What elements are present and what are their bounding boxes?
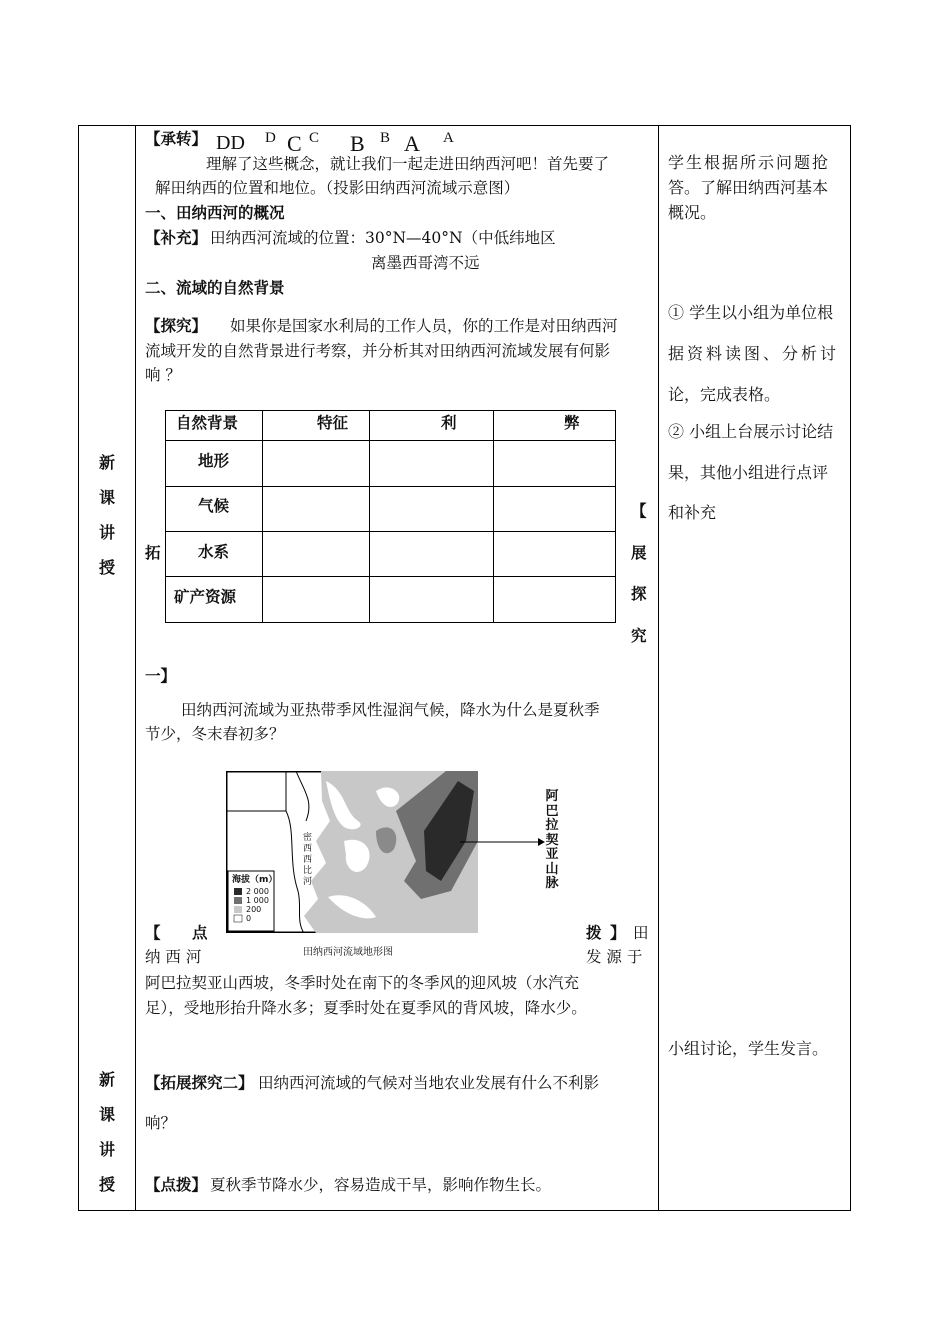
section1-heading: 一、田纳西河的概况: [145, 203, 285, 222]
left-section-label: 新 课 讲 授: [98, 453, 115, 577]
table-header: 特征: [317, 413, 349, 432]
drift-letter: A: [404, 131, 420, 156]
hint-word-tian: 田: [633, 924, 649, 942]
inner-table-rule: [493, 410, 494, 623]
hint-tag-mid: 点: [192, 923, 208, 942]
student-activity: 答。了解田纳西河基本: [668, 178, 829, 197]
split-heading-right: 究: [631, 626, 647, 645]
map-legend-level: 200: [246, 905, 262, 914]
hint-line-3: 阿巴拉契亚山西坡，冬季时处在南下的冬季风的迎风坡（水汽充: [145, 974, 580, 992]
student-activity: 学生根据所示问题抢: [668, 153, 831, 172]
inner-table-rule: [262, 410, 263, 623]
inner-table-rule: [165, 410, 166, 623]
drift-letter: D: [265, 130, 276, 146]
map-river-label: 密西西比河: [303, 833, 313, 887]
table-row-label: 地形: [198, 451, 230, 470]
explore2-tag: 【拓展探究二】: [145, 1073, 254, 1092]
inner-table-rule: [165, 622, 616, 623]
student-activity: ① 学生以小组为单位根: [668, 303, 834, 322]
student-activity: ② 小组上台展示讨论结: [668, 422, 834, 441]
table-bottom-border: [78, 1210, 851, 1211]
terrain-map-graphic: [226, 771, 478, 933]
supplement-line-2: 离墨西哥湾不远: [371, 254, 480, 272]
col-divider-2: [658, 125, 659, 1211]
col-divider-1: [135, 125, 136, 1211]
tennessee-terrain-map: [226, 771, 478, 933]
drift-letter: A: [443, 130, 454, 146]
table-row-label: 气候: [198, 496, 230, 515]
question1-line-1: 田纳西河流域为亚热带季风性湿润气候，降水为什么是夏秋季: [181, 701, 600, 719]
inner-table-rule: [165, 576, 616, 577]
table-header: 自然背景: [176, 413, 239, 432]
explore-tag: 【探究】: [145, 316, 208, 335]
explore-line-1: 如果你是国家水利局的工作人员，你的工作是对田纳西河: [230, 317, 618, 335]
map-caption: 田纳西河流域地形图: [303, 947, 393, 958]
student-activity: 论，完成表格。: [668, 385, 781, 404]
explore2-line-2: 响？: [145, 1114, 177, 1132]
question1-line-2: 节少，冬末春初多？: [145, 725, 285, 743]
hint-line-4: 足），受地形抬升降水多；夏季时处在夏季风的背风坡，降水少。: [145, 999, 587, 1017]
hint-tag-left: 【: [145, 923, 161, 942]
mountain-label: 阿 巴 拉 契 亚 山 脉: [545, 789, 559, 891]
table-row-label: 矿产资源: [174, 587, 237, 606]
table-right-border: [850, 125, 851, 1211]
hint2-tag: 【点拨】: [145, 1175, 208, 1194]
split-heading-right: 展: [631, 543, 647, 562]
explore-line-3: 响 ？: [145, 366, 181, 384]
transition-line-1: 理解了这些概念，就让我们一起走进田纳西河吧！首先要了: [206, 155, 610, 173]
hint-tag-close: 】: [610, 923, 626, 942]
transition-tag: 【承转】: [145, 129, 208, 148]
map-legend-level: 2 000: [246, 887, 269, 896]
drift-letter: B: [350, 131, 365, 156]
map-legend-level: 0: [246, 914, 252, 923]
inner-table-rule: [165, 486, 616, 487]
explore2-text: 田纳西河流域的气候对当地农业发展有什么不利影: [258, 1074, 600, 1092]
drift-letter: DD: [216, 132, 245, 154]
table-header: 弊: [564, 413, 580, 432]
student-activity: 概况。: [668, 203, 717, 222]
left-section-label-2: 新 课 讲 授: [98, 1070, 115, 1194]
student-activity: 果，其他小组进行点评: [668, 463, 829, 482]
transition-line-2: 解田纳西的位置和地位。（投影田纳西河流域示意图）: [155, 179, 520, 197]
student-activity: 据资料读图、分析讨: [668, 344, 840, 363]
hint-line-2-left: 纳 西 河: [145, 948, 202, 966]
table-top-border: [78, 125, 851, 126]
hint-tag-right: 拨: [586, 923, 602, 942]
supplement-tag: 【补充】: [145, 228, 208, 247]
table-row-label: 水系: [198, 542, 230, 561]
section2-heading: 二、流域的自然背景: [145, 278, 285, 297]
map-legend-level: 1 000: [246, 896, 269, 905]
explore-line-2: 流域开发的自然背景进行考察，并分析其对田纳西河流域发展有何影: [145, 342, 611, 360]
table-header: 利: [441, 413, 457, 432]
inner-table-rule: [615, 410, 616, 623]
inner-table-rule: [165, 531, 616, 532]
student-activity: 小组讨论，学生发言。: [668, 1039, 829, 1058]
split-heading-left: 拓: [145, 543, 161, 562]
map-legend-title: 海拔（m）: [232, 875, 278, 885]
map-pointer-arrow: [460, 830, 545, 850]
split-heading-right: 探: [631, 584, 647, 603]
split-heading-right: 【: [631, 501, 647, 520]
supplement-text: 田纳西河流域的位置：30°N—40°N（中低纬地区: [210, 229, 556, 247]
split-heading-end: 一】: [145, 666, 177, 685]
hint2-text: 夏秋季节降水少，容易造成干旱，影响作物生长。: [210, 1176, 552, 1194]
inner-table-rule: [165, 440, 616, 441]
table-left-border: [78, 125, 79, 1211]
student-activity: 和补充: [668, 503, 717, 522]
drift-letter: C: [309, 130, 320, 146]
drift-letter: B: [380, 130, 391, 146]
hint-line-2-right: 发 源 于: [586, 948, 643, 966]
drift-letter: C: [287, 131, 302, 156]
inner-table-rule: [369, 410, 370, 623]
